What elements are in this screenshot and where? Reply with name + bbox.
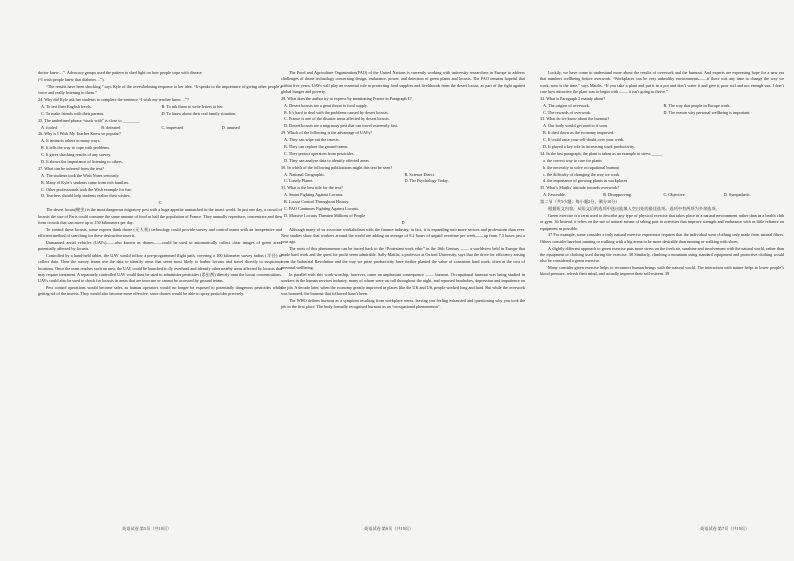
option-row [281, 172, 525, 178]
paragraph: 34. In the last paragraph, the plant is taken as an example to stress _____. [540, 150, 664, 156]
column-middle [281, 70, 525, 311]
option-text: B. Science Direct. [404, 171, 435, 177]
option-row [540, 110, 784, 116]
paragraph: To control these locusts, some experts think drone (无人机) technology could provide survey and control teams with an inexpensive and efficient method of searching for these destructive insects. [38, 226, 282, 238]
paragraph: In parallel with this work-worship, however, came an unpleasant consequence —— burnout. Occupational burnout was being studied in workers in the human services industry, many of whom were on call throughout the night, and reported headaches, depression and impatience on the job. A decade later, when the economy greatly improved in places like the UK and US, people worked long and hard. But while the overwork was honored, the burnout that followed hasn’t been. [281, 271, 525, 296]
option-text: C. It gives shocking results of any survey. [41, 152, 112, 158]
paragraph: The roots of this phenomenon can be traced back to the “Protestant work ethic” in the 16th Century —— a worldview held in Europe that made hard work and the quest for profit seem admirable. Sally Maitlis, a professor at Oxford University, says that the drive for efficiency arising from the Industrial Revolution and the way we prize productivity have further planted the value of consistent hard work, often at the cost of personal wellbeing. [281, 246, 525, 271]
option-row [38, 125, 282, 131]
paragraph: The desert locust(蝗虫) is the most dangerous migratory pest with a huge appetite unmatched in the insect world. In just one day, a crowd of locusts the size of Paris could consume the same amount of food as half the population of France. They annually reproduce, concentrate and then form crowds that can move up to 150 kilometers per day. [38, 207, 282, 225]
paragraph: Unmanned aerial vehicles (UAVs)——also known as drones——could be used to automatically collect clear images of green areas potentially affected by locusts. [38, 239, 282, 252]
option-text: A. The students took the Wish Notes seriously. [41, 172, 120, 178]
paragraph: 根据短文内容，从短文后的选项中选出能填入空白处的最佳选项。选项中有两项为多余选项。 [548, 206, 720, 212]
option-text: C. They protect operators from pesticides. [284, 150, 355, 156]
option-text: D. Teachers should help students realize their wishes. [41, 193, 131, 199]
column-left [38, 70, 282, 298]
option-text: B. They can replace the ground teams. [284, 144, 349, 150]
paragraph: “The results have been shocking,” says Kyle of the overwhelming response to her idea. “It speaks to the importance of giving other people a voice and really listening to them.” [38, 83, 282, 96]
paragraph: 30. In which of the following publications might this text be seen? [281, 164, 393, 170]
option-text: C. France is one of the disaster areas affected by desert locusts. [284, 116, 390, 122]
page-footer-5: 英语试卷 第5页（共10页） [122, 526, 172, 531]
option-text: C. Objective. [663, 192, 686, 198]
option-text: B. It’s hard to deal with the problems caused by desert locusts. [284, 109, 389, 115]
option-row [38, 111, 282, 117]
option-text: C. To make friends with their parents. [41, 110, 105, 116]
option-text: A. The origins of overwork. [543, 102, 590, 108]
option-text: b. the necessity to solve occupational burnout [543, 164, 620, 170]
paragraph: 26. Why is I Wish My Teacher Knew so popular? [38, 131, 121, 137]
option-text: A. To test their English levels. [41, 103, 92, 109]
section-letter: D [401, 219, 405, 225]
option-text: A. fooled [41, 124, 57, 130]
option-text: C. The rewards of overwork. [543, 109, 592, 115]
paragraph: 32. What is Paragraph 2 mainly about? [540, 95, 606, 101]
paragraph: 27. What can be inferred from the text? [38, 165, 104, 171]
option-text: d. the importance of growing plants in workplaces [543, 178, 628, 184]
option-text: c. the difficulty of changing the way we work [543, 171, 620, 177]
paragraph: 25. The underlined phrase “stuck with” is close to ________. [38, 117, 141, 123]
paragraph: 33. What do we know about the burnout? [540, 116, 610, 122]
paragraph: 24. Why did Kyle ask her students to complete the sentence “I wish my teacher knew…”? [38, 96, 189, 102]
option-text: B. Disapproving. [603, 192, 632, 198]
option-text: A. Desert locusts are a great threat to food supply. [284, 102, 368, 108]
option-text: D. It played a key role in increasing work productivity. [543, 144, 635, 150]
paragraph: Although many of us associate workaholism with the finance industry, in fact, it is expanding into more sectors and professions than ever. New studies show that workers around the world are adding an average of 9.2 hours of unpaid overtime per week——up from 7.3 hours just a year ago. [281, 226, 525, 245]
option-text: D. Desert locusts are a migratory pest that can travel extremely fast. [284, 123, 398, 129]
option-text: A. National Geographic. [284, 171, 326, 177]
option-text: A. They can wipe out the insects. [284, 137, 340, 143]
option-text: A. Smart Fighting Against Locusts. [284, 192, 344, 198]
option-text: a. the correct way to care for plants [543, 157, 603, 163]
paragraph: Pest control operations would become safer, as human operators would no longer be exposed to potentially dangerous pesticides while getting rid of the insects. They would also become more effective, since drones would be able to spray pesticides precisely. [38, 285, 282, 297]
option-row [540, 192, 784, 198]
paragraph: doctor knew…”. Advocacy groups used the pattern to shed light on how people cope with disease [38, 70, 202, 75]
paragraph: (“I wish people knew that diabetes…”). [38, 76, 105, 82]
paragraph: 35. What’s Maitlis’ attitude towards overwork? [540, 185, 619, 191]
paragraph: 31. What is the best title for the text? [281, 185, 343, 191]
option-text: C. It could raise your self-doubt over your work. [543, 137, 625, 143]
paragraph: 28. What does the author try to express by mentioning France in Paragraph 1? [281, 95, 412, 101]
option-text: B. It died down as the economy improved. [543, 130, 615, 136]
option-text: A. Favorable. [543, 192, 566, 198]
paragraph: 37 For example, some consider a truly natural exercise experience requires that the individual wear clothing only made from natural fibers. Others consider barefoot running or walking with a big arena to be more desirable than running or walking with shoes. [540, 232, 784, 244]
option-row [38, 104, 282, 110]
paragraph: A slightly different approach to green exercise puts more stress on the fresh air, sunshine and involvement with the natural world, rather than the equipment or clothing used during the exercise. 38 Similarly, climbing a mountain using standard equipment and protective clothing would also be considered a green exercise. [540, 245, 784, 264]
paragraph: The WHO defines burnout as a symptom resulting from workplace stress, leaving you feeling exhausted and questioning why you took the job in the first place. The body formally recognised burnout as an “occupational phenomenon”. [281, 297, 525, 310]
paragraph: Many consider green exercise helps to reconnect human beings with the natural world. The interaction with nature helps to lower people’s blood pressure, refresh their mind, and actually improve their self-esteem. 39 [540, 265, 784, 277]
option-text: D. They can analyze data to identify affected areas. [284, 157, 370, 163]
option-text: A. It instructs others in many ways. [41, 138, 101, 144]
option-text: B. To ask them to write letters to her. [161, 103, 224, 109]
page-footer-7: 英语试卷 第7页（共10页） [700, 526, 750, 531]
paragraph: Luckily, we have come to understand more about the results of overwork and the burnout. And experts are expressing hope for a new era that numbers wellbeing before overwork. “Workplaces can be very unhealthy environments——if there was any time to change the way we work, now is the time,” says Maitlis. “If you take a plant and put it in a pot and don’t water it and give it poor soil and not enough sun, I don’t care how attractive the plant was to begin with —— it isn’t going to thrive.” [540, 70, 784, 94]
option-text: C. FAO Continues Fighting Against Locusts. [284, 206, 360, 212]
option-text: C. impressed [161, 124, 184, 130]
option-text: D. Sympathetic. [723, 192, 751, 198]
column-right [540, 70, 784, 278]
option-text: D. To know about their real family situation. [161, 110, 237, 116]
paragraph: 第二节（共5小题；每小题2分，满分10分） [540, 199, 620, 205]
option-text: D. It shows the importance of listening to others. [41, 158, 123, 164]
page-footer-6: 英语试卷 第6页（共10页） [364, 526, 414, 531]
option-text: B. Many of Kyle’s students came from rich families. [41, 179, 130, 185]
option-text: B. It tells the way to cope with problems. [41, 145, 111, 151]
paragraph: Controlled by a hand-held tablet, the UAV would follow a pre-programmed flight path, covering a 100 kilometer survey radius (半径) to collect data. Then the survey teams use the data to identify areas that seem most likely to harbor locusts and travel directly to suspicious locations. Once the team reaches such an area, the UAV could be launched to fly overhead and identify other nearby areas affected by locusts that may require treatment. A separately controlled UAV could then be used to administer pesticides (杀虫剂) directly onto the locust concentrations. UAVs could also be used to check for locusts in areas that are insecure or cannot be accessed by ground teams. [38, 253, 282, 284]
option-text: B. The way that people in Europe work. [663, 102, 731, 108]
option-text: C. Other professionals took the Wish example for fun. [41, 186, 132, 192]
paragraph: The Food and Agriculture Organization(FAO) of the United Nations is currently working with university researchers in Europe to address challenges of drone technology concerning design, endurance, power, and detection of green plants and locusts. The FAO remains hopeful that within five years, UAVs will play an essential role in protecting food supplies and livelihoods from the desert locust, as part of the fight against global hunger and poverty. [281, 70, 525, 94]
option-text: D. Massive Locusts Threaten Millions of People [284, 212, 366, 218]
option-text: D. amused [221, 124, 240, 130]
option-row [540, 103, 784, 109]
section-letter: C [158, 200, 162, 206]
paragraph: 29. Which of the following is the advantage of UAVs? [281, 130, 373, 136]
option-text: B. defeated [101, 124, 121, 130]
paragraph: Green exercise is a term used to describe any type of physical exercise that takes place in a natural environment rather than in a health club or gym. 36 Instead, it relies on the use of natural means of taking part in activities that improve strength and endurance with as little reliance on equipment as possible. [540, 212, 784, 231]
option-row [281, 178, 525, 184]
option-text: D. The reason why personal wellbeing is important. [663, 109, 751, 115]
option-text: B. Locust Control Throughout History. [284, 199, 350, 205]
option-text: D. The Psychology Today. [404, 178, 449, 184]
option-text: C. Lonely Planet. [284, 178, 314, 184]
option-text: A. Our body would get used to it soon. [543, 123, 609, 129]
